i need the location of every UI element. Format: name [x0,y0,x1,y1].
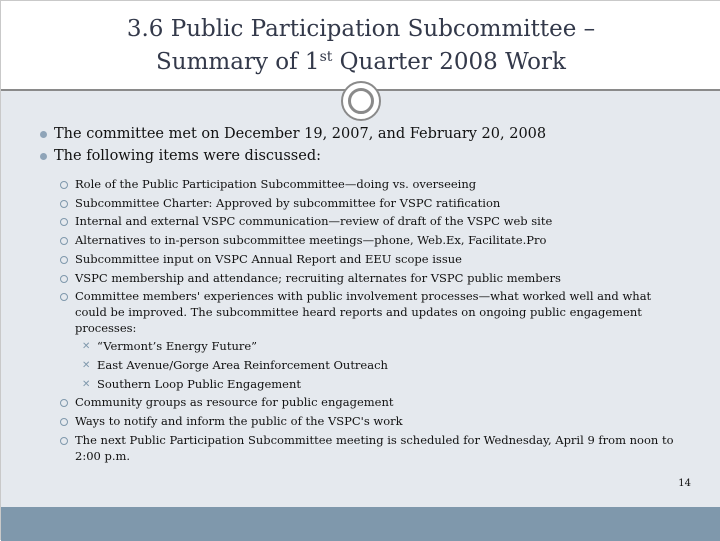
list-item [60,177,685,193]
list-item [60,196,685,212]
decorative-ring-icon [341,81,381,121]
list-item-text: Role of the Public Participation Subcommittee—doing vs. overseeing [75,177,477,191]
discussed-items-list [60,177,685,467]
circle-bullet-icon [60,237,68,245]
x-bullet-icon: ✕ [82,360,91,372]
x-bullet-icon: ✕ [82,378,91,390]
sub-list-item-text: “Vermont’s Energy Future” [97,339,258,354]
circle-bullet-icon [60,418,68,426]
sub-list-item [82,358,685,374]
circle-bullet-icon [60,256,68,264]
list-item [60,233,685,249]
sub-items-list [82,339,685,392]
slide-title [1,13,720,79]
list-item [60,214,685,230]
circle-bullet-icon [60,399,68,407]
list-item-text: The next Public Participation Subcommittee meeting is scheduled for Wednesday, April 9 from noon to 2:00 p.m. [75,432,674,463]
title-line-2-pre: Summary of 1 [156,49,320,75]
list-item-text: Community groups as resource for public engagement [75,395,394,410]
sub-list-item-text: Southern Loop Public Engagement [97,376,301,391]
page-number: 14 [678,478,691,489]
title-area [1,1,720,91]
list-item-text: VSPC membership and attendance; recruiting alternates for VSPC public members [75,270,561,285]
circle-bullet-icon [60,218,68,226]
list-item [60,395,685,411]
title-superscript: st [319,49,333,65]
list-item [60,289,685,392]
bullet-item: The following items were discussed: [41,147,691,166]
footer-bar [1,507,720,541]
list-item [60,433,685,464]
title-line-1: 3.6 Public Participation Subcommittee – [126,16,596,42]
list-item-text: Committee members' experiences with public involvement processes—what worked well and what could be improved. The subcommittee heard reports and updates on ongoing public engagement processes: [75,289,652,335]
bullet-item: The committee met on December 19, 2007, and February 20, 2008 [41,125,691,144]
sub-list-item-text: East Avenue/Gorge Area Reinforcement Outreach [97,358,388,373]
circle-bullet-icon [60,293,68,301]
sub-list-item [82,339,685,355]
list-item-text: Internal and external VSPC communication—review of draft of the VSPC web site [75,214,553,229]
decorative-ring-inner-icon [348,88,374,114]
list-item-text: Subcommittee Charter: Approved by subcommittee for VSPC ratification [75,195,501,210]
list-item [60,252,685,268]
circle-bullet-icon [60,437,68,445]
list-item-text: Ways to notify and inform the public of the VSPC's work [75,414,403,429]
sub-list-item [82,377,685,393]
circle-bullet-icon [60,181,68,189]
title-line-2-post: Quarter 2008 Work [332,49,566,75]
list-item [60,414,685,430]
circle-bullet-icon [60,275,68,283]
list-item [60,271,685,287]
list-item-text: Alternatives to in-person subcommittee meetings—phone, Web.Ex, Facilitate.Pro [75,233,547,248]
list-item-text: Subcommittee input on VSPC Annual Report and EEU scope issue [75,251,462,266]
main-bullet-list [41,125,691,169]
circle-bullet-icon [60,200,68,208]
title-line-2 [1,46,720,79]
x-bullet-icon: ✕ [82,341,91,353]
